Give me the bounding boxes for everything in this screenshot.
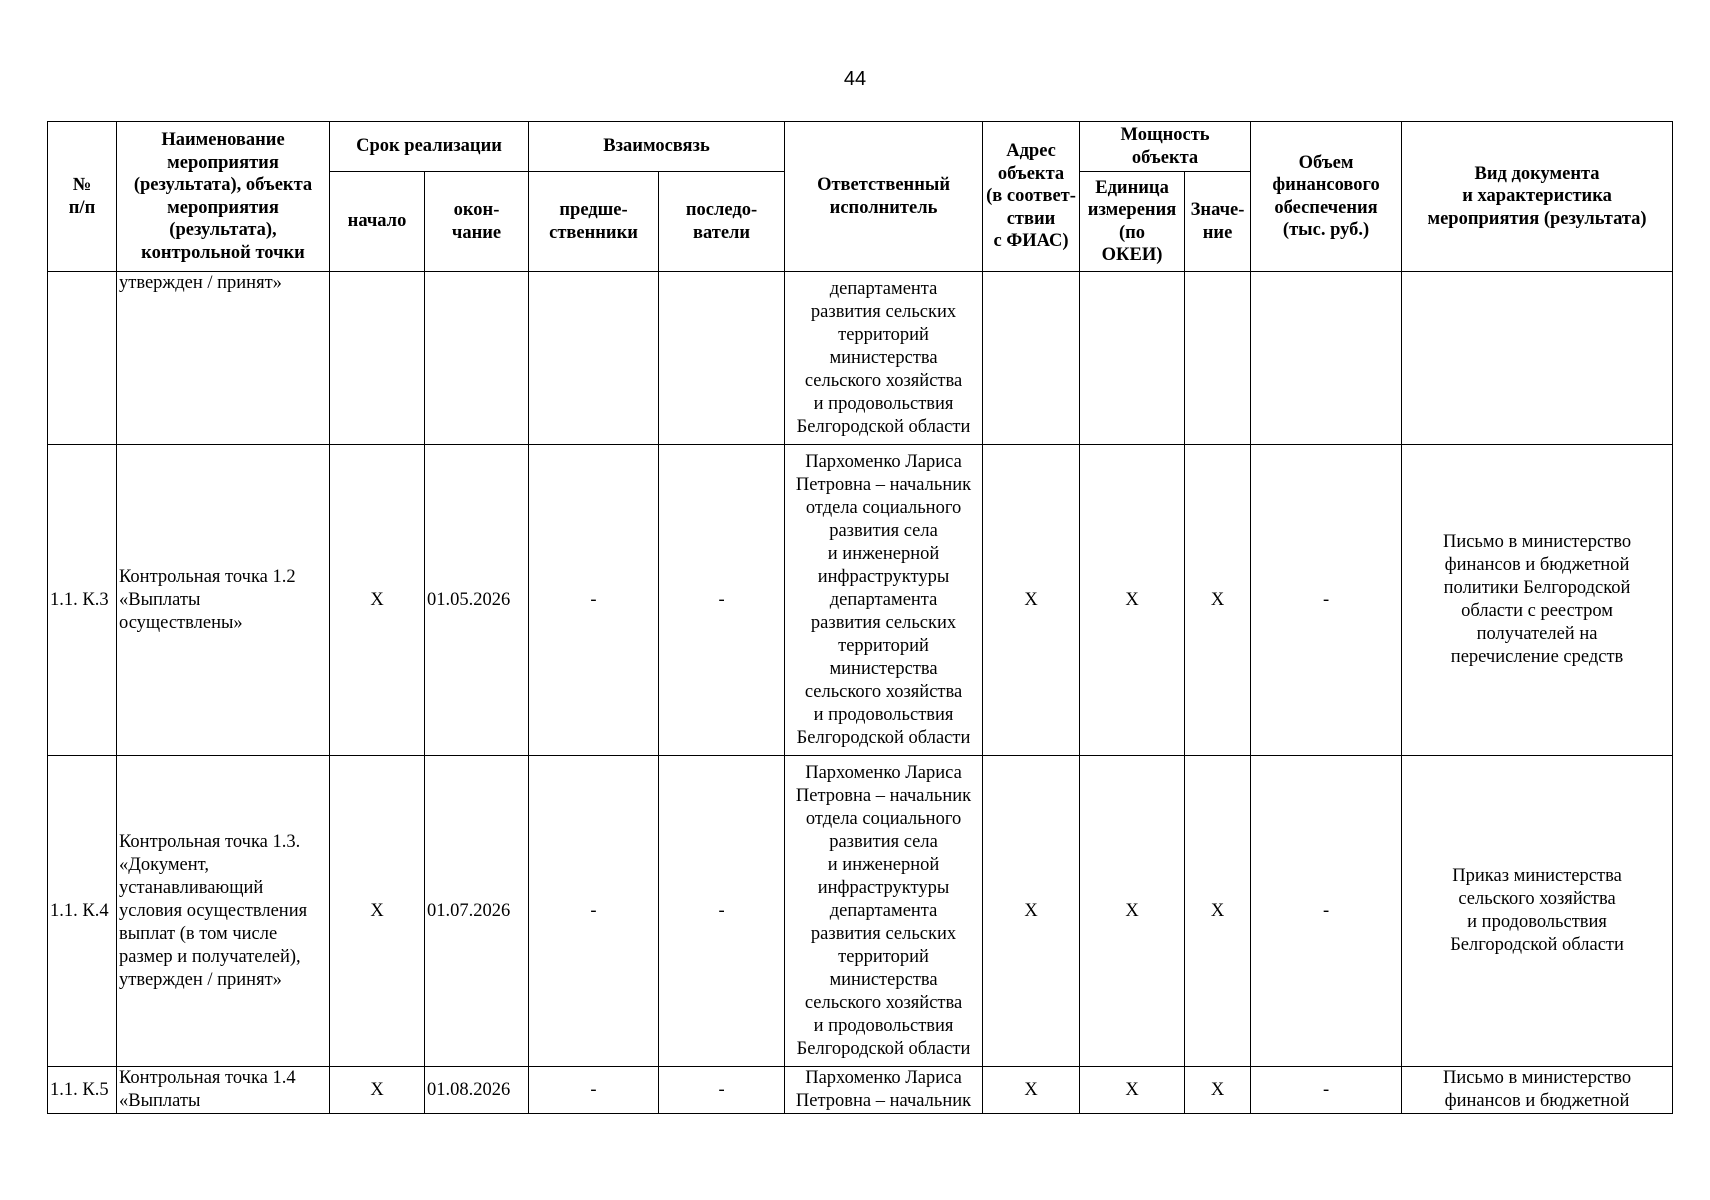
- row-end: 01.07.2026: [425, 756, 529, 1067]
- plan-table: [47, 121, 1673, 1114]
- header-relation-next: последо- ватели: [659, 172, 785, 272]
- row-start: X: [330, 445, 425, 756]
- row-doc: Письмо в министерство финансов и бюджетной: [1402, 1067, 1673, 1114]
- header-period: Срок реализации: [330, 122, 529, 172]
- header-period-end: окон- чание: [425, 172, 529, 272]
- table-row: [48, 756, 1673, 1067]
- header-name: Наименование мероприятия (результата), объекта мероприятия (результата), контрольной точки: [117, 122, 330, 272]
- row-finance: -: [1251, 756, 1402, 1067]
- row-finance: -: [1251, 1067, 1402, 1114]
- row-num: [48, 272, 117, 445]
- header-address: Адрес объекта (в соответ- ствии с ФИАС): [983, 122, 1080, 272]
- row-prev: [529, 272, 659, 445]
- row-end: 01.08.2026: [425, 1067, 529, 1114]
- header-relation-prev: предше- ственники: [529, 172, 659, 272]
- row-prev: -: [529, 756, 659, 1067]
- row-value: X: [1185, 445, 1251, 756]
- row-responsible: Пархоменко Лариса Петровна – начальник отдела социального развития села и инженерной инфраструктуры департамента развития сельских территорий министерства сельского хозяйства и продовольствия Белгородской области: [785, 756, 983, 1067]
- row-name: Контрольная точка 1.2 «Выплаты осуществлены»: [117, 445, 330, 756]
- row-start: X: [330, 756, 425, 1067]
- row-address: X: [983, 756, 1080, 1067]
- row-unit: X: [1080, 756, 1185, 1067]
- header-relation: Взаимосвязь: [529, 122, 785, 172]
- row-next: -: [659, 445, 785, 756]
- row-end: [425, 272, 529, 445]
- table-row: [48, 1067, 1673, 1114]
- row-num: 1.1. К.5: [48, 1067, 117, 1114]
- row-value: X: [1185, 1067, 1251, 1114]
- table-row: [48, 445, 1673, 756]
- header-finance: Объем финансового обеспечения (тыс. руб.): [1251, 122, 1402, 272]
- row-unit: X: [1080, 1067, 1185, 1114]
- row-unit: [1080, 272, 1185, 445]
- row-num: 1.1. К.3: [48, 445, 117, 756]
- row-value: [1185, 272, 1251, 445]
- table-row: [48, 272, 1673, 445]
- row-address: X: [983, 445, 1080, 756]
- row-name: Контрольная точка 1.4 «Выплаты: [117, 1067, 330, 1114]
- row-prev: -: [529, 1067, 659, 1114]
- row-name: Контрольная точка 1.3. «Документ, устанавливающий условия осуществления выплат (в том числе размер и получателей), утвержден / принят»: [117, 756, 330, 1067]
- row-address: X: [983, 1067, 1080, 1114]
- row-responsible: Пархоменко Лариса Петровна – начальник: [785, 1067, 983, 1114]
- page-number: 44: [843, 68, 867, 90]
- row-responsible: департамента развития сельских территорий министерства сельского хозяйства и продовольствия Белгородской области: [785, 272, 983, 445]
- row-start: X: [330, 1067, 425, 1114]
- row-finance: -: [1251, 445, 1402, 756]
- header-capacity-unit: Единица измерения (по ОКЕИ): [1080, 172, 1185, 272]
- row-value: X: [1185, 756, 1251, 1067]
- row-address: [983, 272, 1080, 445]
- header-capacity: Мощность объекта: [1080, 122, 1251, 172]
- row-finance: [1251, 272, 1402, 445]
- row-doc: [1402, 272, 1673, 445]
- row-start: [330, 272, 425, 445]
- row-prev: -: [529, 445, 659, 756]
- row-end: 01.05.2026: [425, 445, 529, 756]
- row-num: 1.1. К.4: [48, 756, 117, 1067]
- row-unit: X: [1080, 445, 1185, 756]
- header-num: № п/п: [48, 122, 117, 272]
- row-next: [659, 272, 785, 445]
- row-responsible: Пархоменко Лариса Петровна – начальник отдела социального развития села и инженерной инфраструктуры департамента развития сельских территорий министерства сельского хозяйства и продовольствия Белгородской области: [785, 445, 983, 756]
- header-responsible: Ответственный исполнитель: [785, 122, 983, 272]
- row-doc: Приказ министерства сельского хозяйства и продовольствия Белгородской области: [1402, 756, 1673, 1067]
- table-header: [48, 122, 1673, 272]
- header-period-start: начало: [330, 172, 425, 272]
- row-next: -: [659, 756, 785, 1067]
- row-name: утвержден / принят»: [117, 272, 330, 445]
- row-doc: Письмо в министерство финансов и бюджетной политики Белгородской области с реестром получателей на перечисление средств: [1402, 445, 1673, 756]
- row-next: -: [659, 1067, 785, 1114]
- header-capacity-value: Значе- ние: [1185, 172, 1251, 272]
- header-doc-type: Вид документа и характеристика мероприятия (результата): [1402, 122, 1673, 272]
